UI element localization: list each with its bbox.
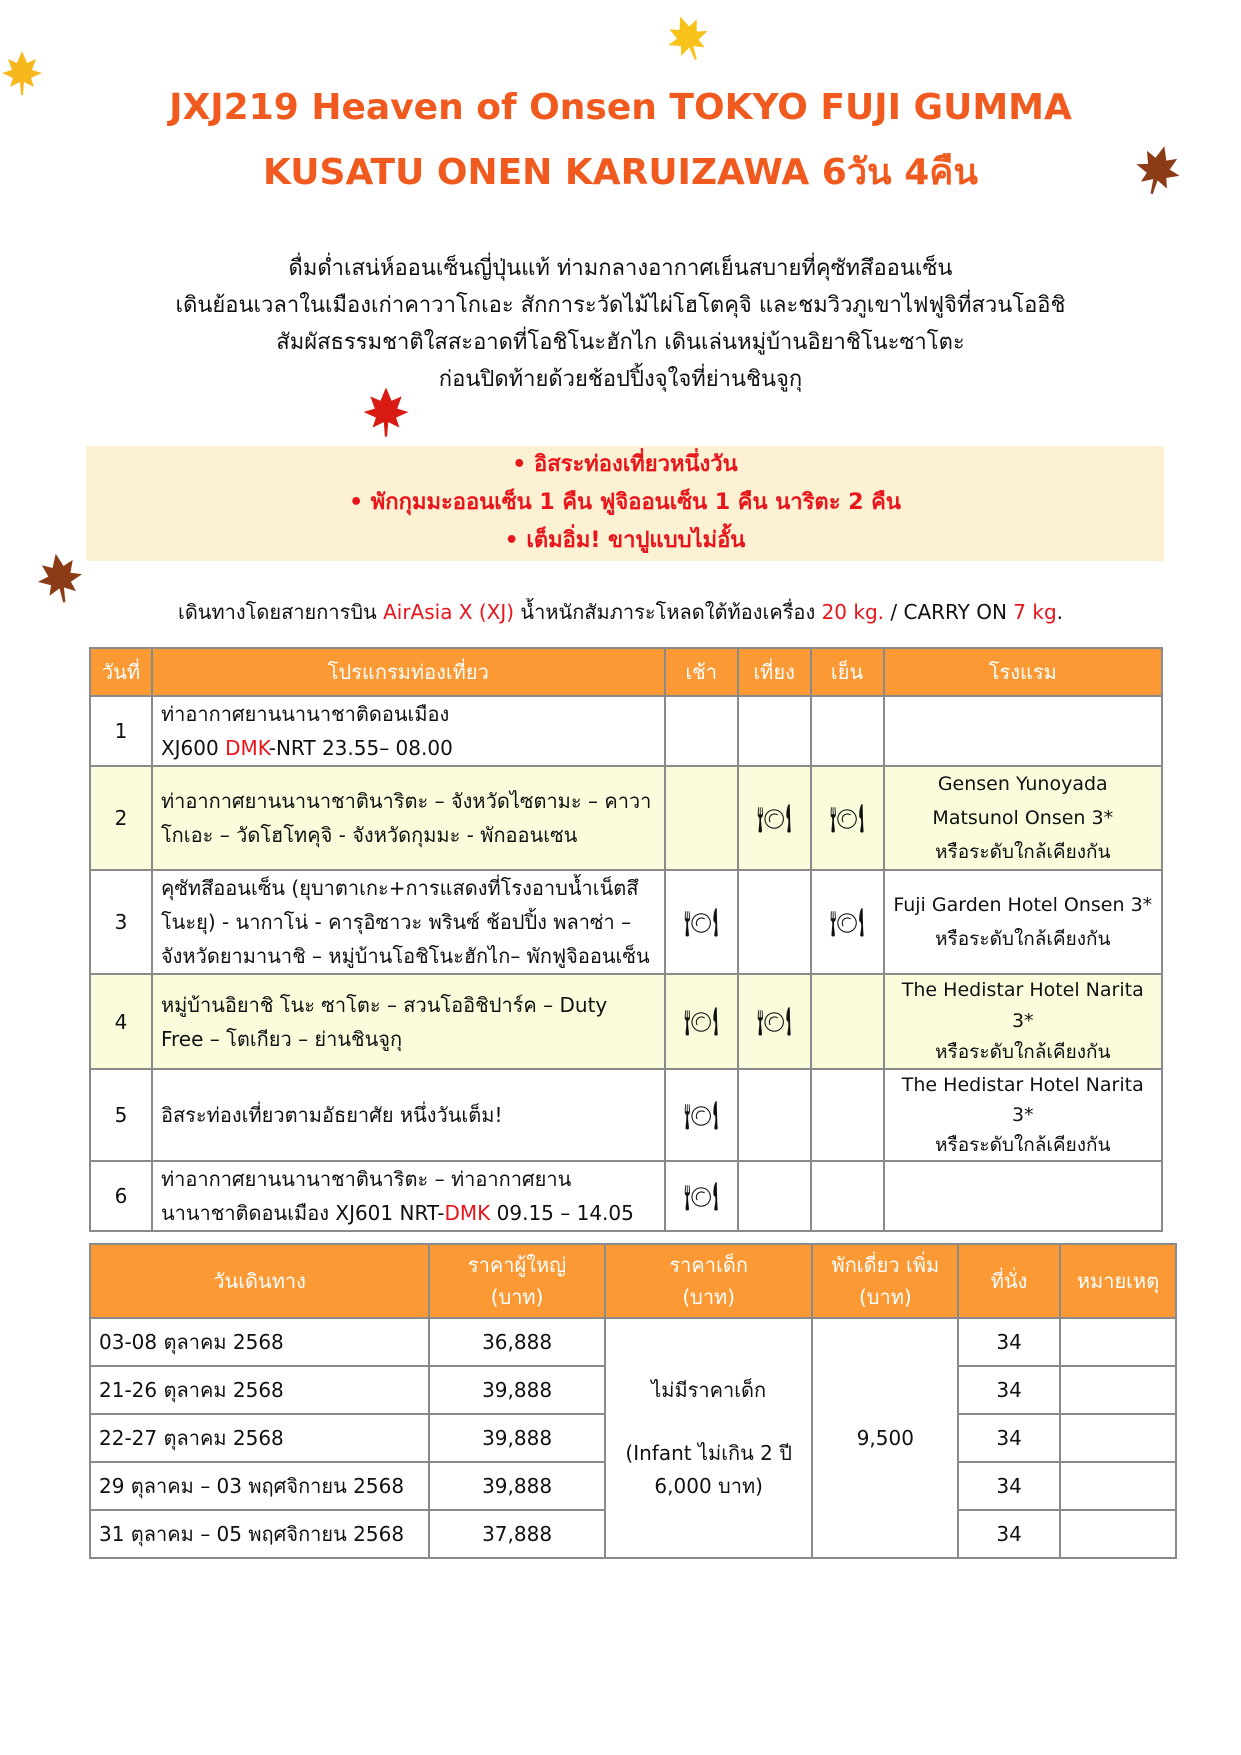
day-program: ท่าอากาศยานนานาชาตินาริตะ – จังหวัดไซตามะ – คาวาโกเอะ – วัดโฮโทคุจิ - จังหวัดกุมมะ - พักออนเซน <box>152 766 665 870</box>
meal-breakfast <box>665 766 738 870</box>
note-cell <box>1060 1462 1176 1510</box>
maple-leaf-icon <box>662 12 714 64</box>
meal-icon: 🍽 <box>683 1179 719 1213</box>
table-row <box>90 696 1162 766</box>
hotel-cell <box>884 766 1162 870</box>
meal-breakfast <box>665 1069 738 1161</box>
airline-prefix: เดินทางโดยสายการบิน <box>177 600 384 624</box>
adult-price: 36,888 <box>429 1318 605 1366</box>
travel-date: 21-26 ตุลาคม 2568 <box>90 1366 429 1414</box>
carry-on-weight: 7 kg <box>1013 600 1057 624</box>
header-travel-date: วันเดินทาง <box>90 1244 429 1318</box>
day-number: 4 <box>90 974 152 1069</box>
airport-code: DMK <box>225 736 269 760</box>
intro-line: สัมผัสธรรมชาติใสสะอาดที่โอชิโนะฮักไก เดินเล่นหมู่บ้านอิยาชิโนะซาโตะ <box>276 330 965 355</box>
flight-number: XJ600 <box>160 736 226 760</box>
intro-text <box>0 250 1241 398</box>
meal-icon: 🍽 <box>683 1098 719 1132</box>
airline-middle: น้ำหนักสัมภาระโหลดใต้ท้องเครื่อง <box>514 600 822 624</box>
hotel-note: หรือระดับใกล้เคียงกัน <box>935 928 1111 950</box>
child-price <box>605 1318 813 1558</box>
intro-line: ก่อนปิดท้ายด้วยช้อปปิ้งจุใจที่ย่านชินจูกุ <box>438 367 803 392</box>
flight-time: 09.15 – 14.05 <box>490 1201 634 1225</box>
travel-date: 31 ตุลาคม – 05 พฤศจิกายน 2568 <box>90 1510 429 1558</box>
table-row <box>90 974 1162 1069</box>
table-row <box>90 1069 1162 1161</box>
travel-date: 29 ตุลาคม – 03 พฤศจิกายน 2568 <box>90 1462 429 1510</box>
hotel-cell <box>884 870 1162 974</box>
day-program: คุซัทสึออนเซ็น (ยุบาตาเกะ+การแสดงที่โรงอาบน้ำเน็ตสึโนะยุ) - นากาโน่ - คารุอิซาวะ พรินซ์ ช้อปปิ้ง พลาซ่า – จังหวัดยามานาชิ – หมู่บ้านโอชิโนะฮักไก– พักฟูจิออนเซ็น <box>152 870 665 974</box>
header-hotel: โรงแรม <box>884 648 1162 696</box>
price-table <box>89 1243 1177 1559</box>
hotel-name: The Hedistar Hotel Narita 3* <box>901 979 1144 1032</box>
header-note: หมายเหตุ <box>1060 1244 1176 1318</box>
header-adult-unit: (บาท) <box>490 1285 544 1309</box>
header-adult-price <box>429 1244 605 1318</box>
adult-price: 37,888 <box>429 1510 605 1558</box>
meal-breakfast <box>665 1161 738 1231</box>
note-cell <box>1060 1510 1176 1558</box>
tour-title-line-2: KUSATU ONEN KARUIZAWA 6วัน 4คืน <box>263 152 978 193</box>
carry-on-label: / CARRY ON <box>884 600 1014 624</box>
meal-icon: 🍽 <box>683 905 719 939</box>
airline-name: AirAsia X (XJ) <box>383 600 515 624</box>
meal-icon: 🍽 <box>683 1005 719 1038</box>
hotel-note: หรือระดับใกล้เคียงกัน <box>935 1041 1111 1063</box>
meal-icon: 🍽 <box>756 1005 792 1038</box>
seats-count: 34 <box>958 1318 1060 1366</box>
hotel-note: หรือระดับใกล้เคียงกัน <box>935 841 1111 863</box>
note-cell <box>1060 1414 1176 1462</box>
hotel-cell <box>884 1069 1162 1161</box>
header-child-price <box>605 1244 813 1318</box>
meal-icon: 🍽 <box>829 801 865 835</box>
travel-date: 03-08 ตุลาคม 2568 <box>90 1318 429 1366</box>
highlight-box <box>86 446 1164 561</box>
table-row <box>90 766 1162 870</box>
seats-count: 34 <box>958 1510 1060 1558</box>
program-text: ท่าอากาศยานนานาชาตินาริตะ – ท่าอากาศยานนานาชาติดอนเมือง XJ601 NRT- <box>160 1167 572 1225</box>
adult-price: 39,888 <box>429 1462 605 1510</box>
single-supplement-price: 9,500 <box>812 1318 958 1558</box>
intro-line: ดื่มด่ำเสน่ห์ออนเซ็นญี่ปุ่นแท้ ท่ามกลางอากาศเย็นสบายที่คุซัทสึออนเซ็น <box>288 256 953 281</box>
seats-count: 34 <box>958 1366 1060 1414</box>
hotel-note: หรือระดับใกล้เคียงกัน <box>935 1134 1111 1156</box>
day-number: 5 <box>90 1069 152 1161</box>
table-row <box>90 870 1162 974</box>
meal-icon: 🍽 <box>756 801 792 835</box>
header-breakfast: เช้า <box>665 648 738 696</box>
hotel-cell <box>884 1161 1162 1231</box>
header-lunch: เที่ยง <box>738 648 811 696</box>
header-child-label: ราคาเด็ก <box>669 1253 748 1277</box>
meal-icon: 🍽 <box>829 905 865 939</box>
meal-dinner <box>811 870 884 974</box>
airport-code: DMK <box>444 1201 491 1225</box>
day-program <box>152 696 665 766</box>
note-cell <box>1060 1366 1176 1414</box>
header-seats: ที่นั่ง <box>958 1244 1060 1318</box>
meal-breakfast <box>665 696 738 766</box>
header-child-unit: (บาท) <box>682 1285 736 1309</box>
seats-count: 34 <box>958 1414 1060 1462</box>
seats-count: 34 <box>958 1462 1060 1510</box>
day-number: 6 <box>90 1161 152 1231</box>
airline-info <box>0 596 1241 628</box>
itinerary-header-row <box>90 648 1162 696</box>
header-single-supplement <box>812 1244 958 1318</box>
meal-dinner <box>811 766 884 870</box>
day-program: อิสระท่องเที่ยวตามอัธยาศัย หนึ่งวันเต็ม! <box>152 1069 665 1161</box>
baggage-weight: 20 kg. <box>821 600 885 624</box>
meal-breakfast <box>665 870 738 974</box>
flight-time: -NRT 23.55– 08.00 <box>268 736 453 760</box>
airline-end: . <box>1056 600 1063 624</box>
adult-price: 39,888 <box>429 1414 605 1462</box>
header-dinner: เย็น <box>811 648 884 696</box>
meal-lunch <box>738 696 811 766</box>
day-number: 2 <box>90 766 152 870</box>
highlight-item: • เต็มอิ่ม! ขาปูแบบไม่อั้น <box>504 528 746 553</box>
tour-title-line-1: JXJ219 Heaven of Onsen TOKYO FUJI GUMMA <box>169 87 1072 128</box>
highlight-item: • พักกุมมะออนเซ็น 1 คืน ฟูจิออนเซ็น 1 คืน นาริตะ 2 คืน <box>349 490 901 515</box>
meal-lunch <box>738 1161 811 1231</box>
meal-breakfast <box>665 974 738 1069</box>
travel-date: 22-27 ตุลาคม 2568 <box>90 1414 429 1462</box>
meal-dinner <box>811 974 884 1069</box>
hotel-cell <box>884 696 1162 766</box>
hotel-name: Matsunol Onsen 3* <box>932 807 1114 829</box>
header-day: วันที่ <box>90 648 152 696</box>
header-single-label: พักเดี่ยว เพิ่ม <box>831 1253 940 1277</box>
flight-info <box>161 731 656 765</box>
intro-line: เดินย้อนเวลาในเมืองเก่าคาวาโกเอะ สักการะวัดไม้ไผ่โฮโตคุจิ และชมวิวภูเขาไฟฟูจิที่สวนโออิชิ <box>175 293 1066 318</box>
hotel-cell <box>884 974 1162 1069</box>
note-cell <box>1060 1318 1176 1366</box>
itinerary-table <box>89 647 1163 1232</box>
day-program <box>152 1161 665 1231</box>
header-adult-label: ราคาผู้ใหญ่ <box>467 1253 567 1277</box>
header-single-unit: (บาท) <box>858 1285 912 1309</box>
hotel-name: Gensen Yunoyada <box>937 773 1108 795</box>
table-row <box>90 1161 1162 1231</box>
meal-lunch <box>738 974 811 1069</box>
child-price-note: ไม่มีราคาเด็ก <box>651 1377 767 1402</box>
infant-price-note: (Infant ไม่เกิน 2 ปี <box>625 1440 792 1465</box>
hotel-name: The Hedistar Hotel Narita 3* <box>901 1074 1144 1126</box>
meal-lunch <box>738 1069 811 1161</box>
price-header-row <box>90 1244 1176 1318</box>
highlight-item: • อิสระท่องเที่ยวหนึ่งวัน <box>512 452 738 477</box>
day-program: หมู่บ้านอิยาชิ โนะ ซาโตะ – สวนโออิชิปาร์ค – Duty Free – โตเกียว – ย่านชินจูกุ <box>152 974 665 1069</box>
day-number: 3 <box>90 870 152 974</box>
meal-dinner <box>811 1161 884 1231</box>
meal-dinner <box>811 696 884 766</box>
table-row <box>90 1318 1176 1366</box>
program-text: ท่าอากาศยานนานาชาติดอนเมือง <box>160 702 450 726</box>
meal-lunch <box>738 766 811 870</box>
meal-lunch <box>738 870 811 974</box>
day-number: 1 <box>90 696 152 766</box>
header-program: โปรแกรมท่องเที่ยว <box>152 648 665 696</box>
adult-price: 39,888 <box>429 1366 605 1414</box>
meal-dinner <box>811 1069 884 1161</box>
hotel-name: Fuji Garden Hotel Onsen 3* <box>893 894 1153 916</box>
infant-price-value: 6,000 บาท) <box>654 1473 763 1498</box>
